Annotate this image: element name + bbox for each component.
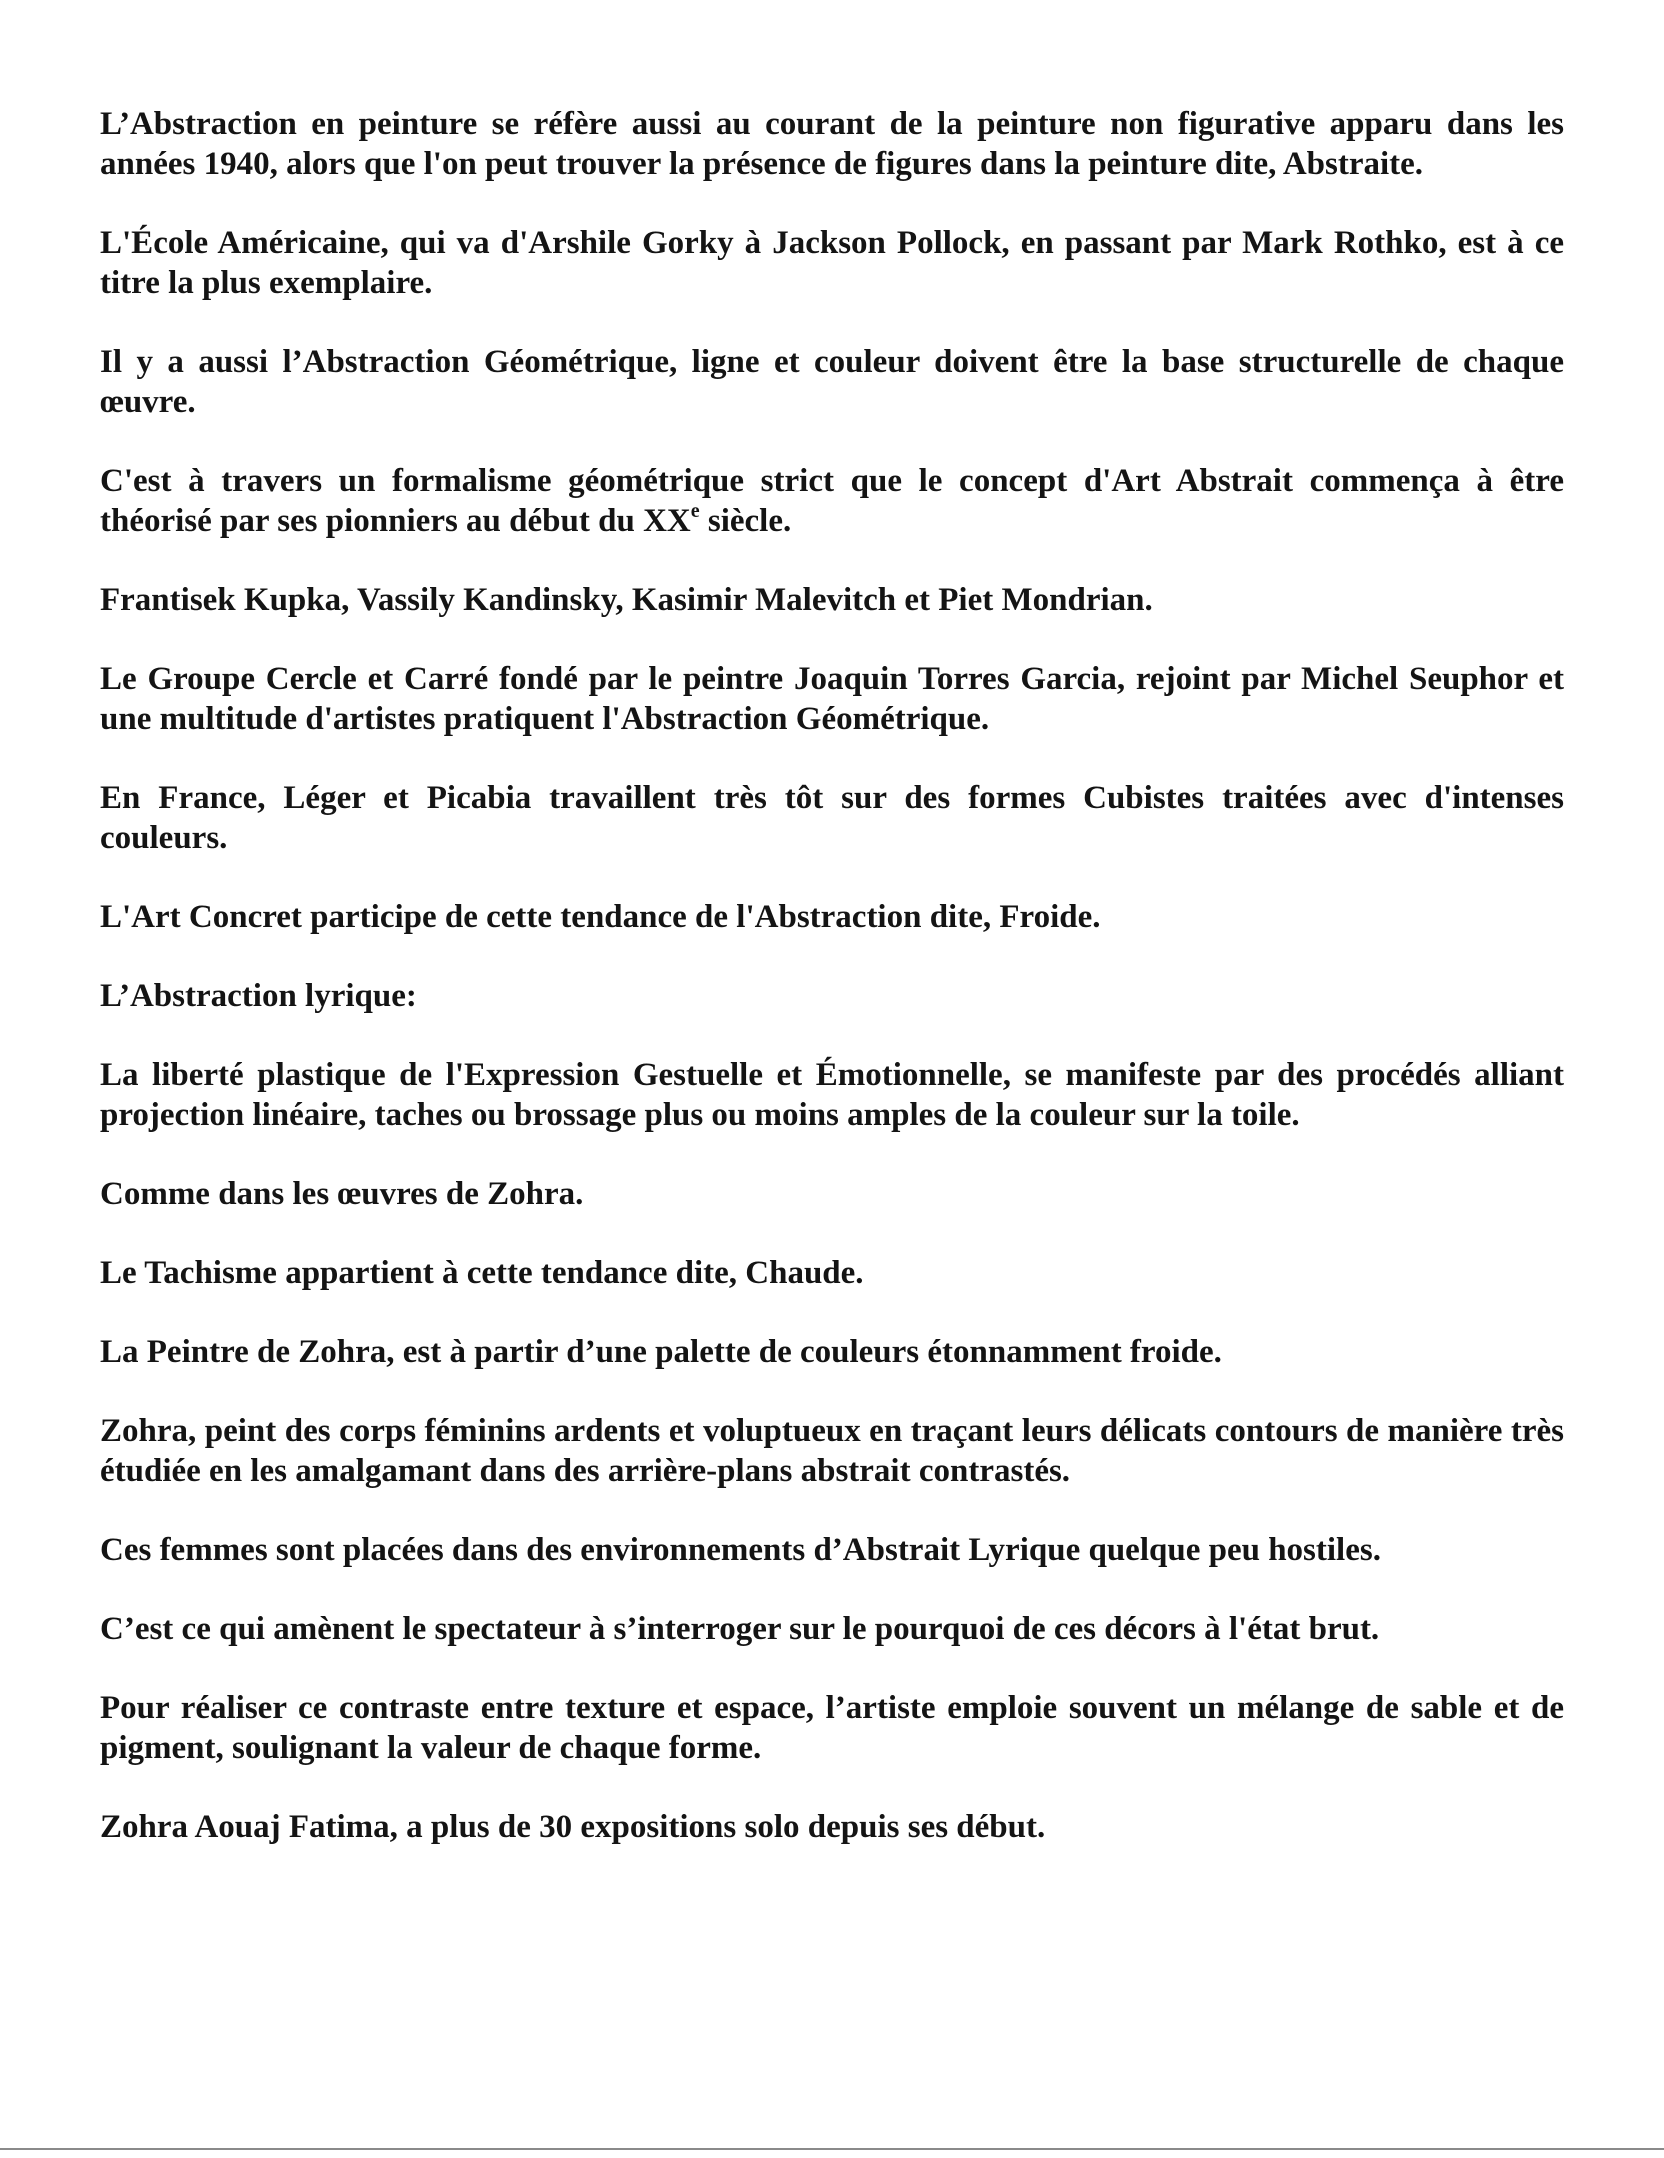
paragraph-closing: Zohra Aouaj Fatima, a plus de 30 expositions solo depuis ses début.	[100, 1809, 1046, 1845]
paragraph-art-concret: L'Art Concret participe de cette tendance de l'Abstraction dite, Froide.	[100, 899, 1101, 935]
century-superscript: e	[690, 500, 700, 522]
paragraph-geometric-abstraction: Il y a aussi l’Abstraction Géométrique, ligne et couleur doivent être la base structurelle de chaque œuvre.	[100, 344, 1564, 420]
body-text	[100, 104, 1564, 1886]
century-text-after: siècle.	[699, 503, 792, 539]
paragraph-cercle-et-carre: Le Groupe Cercle et Carré fondé par le peintre Joaquin Torres Garcia, rejoint par Michel Seuphor et une multitude d'artistes pratiquent l'Abstraction Géométrique.	[100, 661, 1564, 737]
paragraph-environments: Ces femmes sont placées dans des environnements d’Abstrait Lyrique quelque peu hostiles.	[100, 1532, 1381, 1568]
paragraph-spectator: C’est ce qui amènent le spectateur à s’interroger sur le pourquoi de ces décors à l'état brut.	[100, 1611, 1380, 1647]
paragraph-twentieth-century	[100, 461, 1564, 541]
paragraph-zohra-works: Comme dans les œuvres de Zohra.	[100, 1176, 584, 1212]
century-text-before: C'est à travers un formalisme géométrique strict que le concept d'Art Abstrait commença à être théorisé par ses pionniers au début du XX	[100, 463, 1564, 539]
paragraph-lyrical-heading: L’Abstraction lyrique:	[100, 978, 417, 1014]
paragraph-tachisme: Le Tachisme appartient à cette tendance dite, Chaude.	[100, 1255, 864, 1291]
paragraph-gestural-expression: La liberté plastique de l'Expression Gestuelle et Émotionnelle, se manifeste par des procédés alliant projection linéaire, taches ou brossage plus ou moins amples de la couleur sur la toile.	[100, 1057, 1564, 1133]
paragraph-abstraction-intro: L’Abstraction en peinture se réfère aussi au courant de la peinture non figurative apparu dans les années 1940, alors que l'on peut trouver la présence de figures dans la peinture dite, Abstraite.	[100, 106, 1564, 182]
paragraph-feminine-bodies: Zohra, peint des corps féminins ardents et voluptueux en traçant leurs délicats contours de manière très étudiée en les amalgamant dans des arrière-plans abstrait contrastés.	[100, 1413, 1564, 1489]
bottom-rule-divider	[0, 2148, 1664, 2150]
paragraph-american-school: L'École Américaine, qui va d'Arshile Gorky à Jackson Pollock, en passant par Mark Rothko, est à ce titre la plus exemplaire.	[100, 225, 1564, 301]
paragraph-pioneers: Frantisek Kupka, Vassily Kandinsky, Kasimir Malevitch et Piet Mondrian.	[100, 582, 1153, 618]
paragraph-palette: La Peintre de Zohra, est à partir d’une palette de couleurs étonnamment froide.	[100, 1334, 1222, 1370]
paragraph-texture-space: Pour réaliser ce contraste entre texture et espace, l’artiste emploie souvent un mélange de sable et de pigment, soulignant la valeur de chaque forme.	[100, 1690, 1564, 1766]
paragraph-leger-picabia: En France, Léger et Picabia travaillent très tôt sur des formes Cubistes traitées avec d'intenses couleurs.	[100, 780, 1564, 856]
